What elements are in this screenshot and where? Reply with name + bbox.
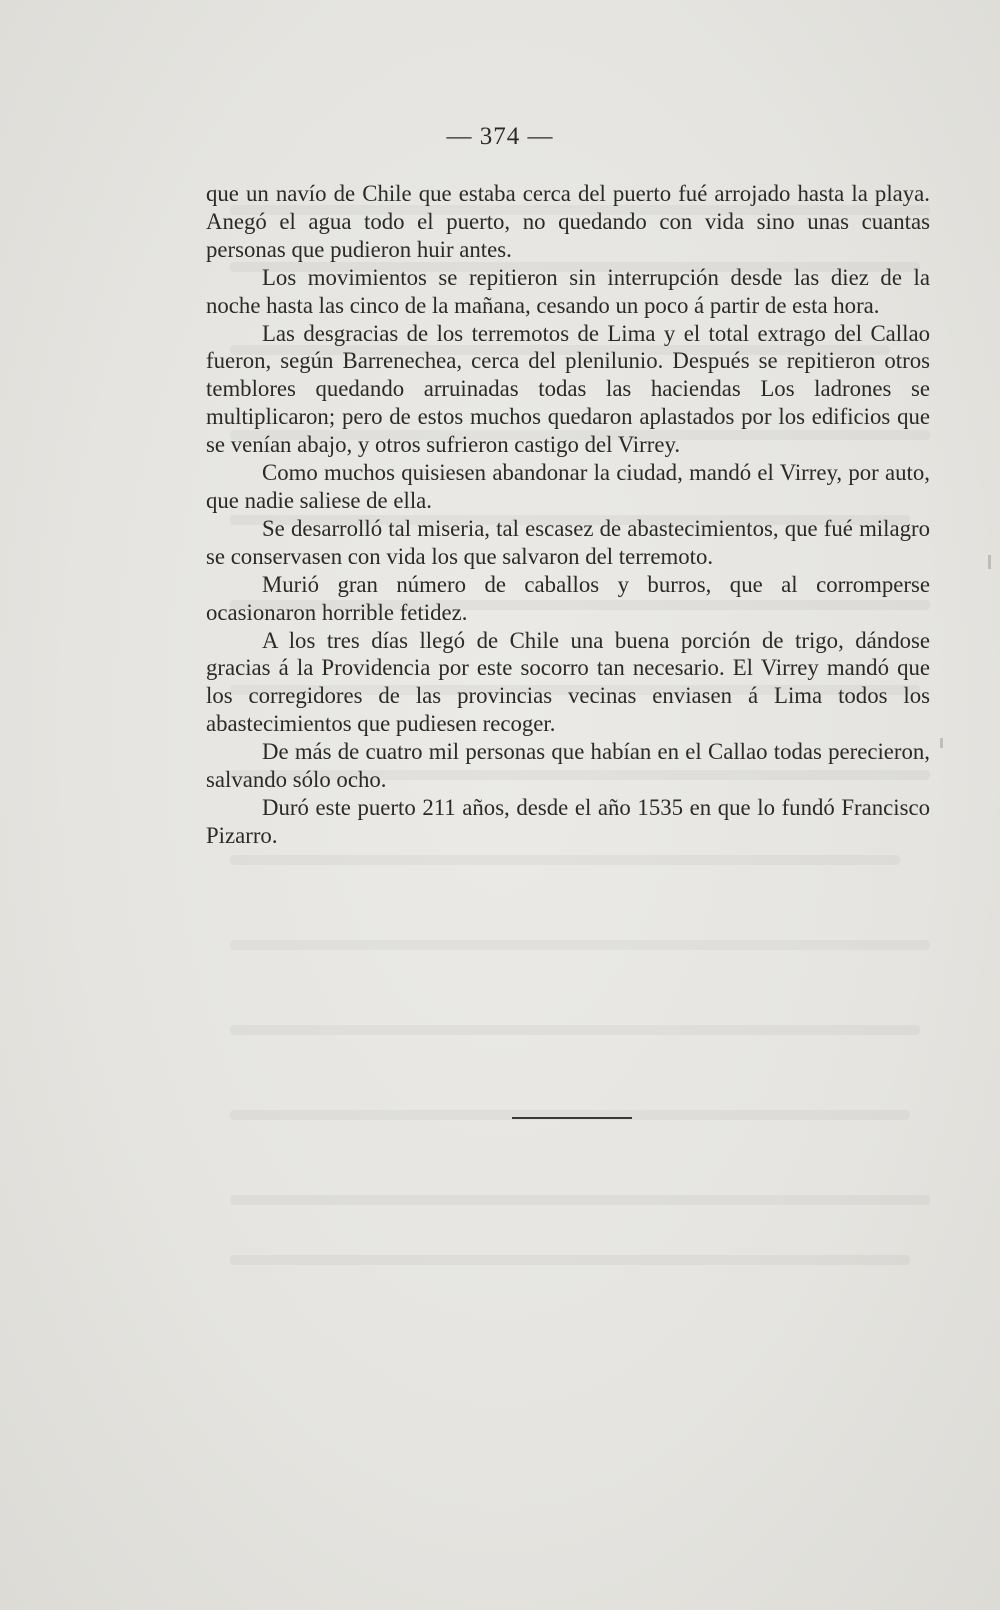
paragraph: A los tres días llegó de Chile una buena porción de trigo, dándose gracias á la Providencia por este socorro tan necesario. El Virrey mandó que los corregidores de las provincias vecinas enviasen á Lima todos los abastecimientos que pudiesen recoger.: [206, 627, 930, 737]
margin-mark: [988, 555, 991, 569]
paragraph: Duró este puerto 211 años, desde el año 1535 en que lo fundó Francisco Pizarro.: [206, 794, 930, 848]
paragraph: Las desgracias de los terremotos de Lima y el total extrago del Callao fueron, según Barrenechea, cerca del plenilunio. Después se repitieron otros temblores quedando arruinadas todas las haciendas Los ladrones se multiplicaron; pero de estos muchos quedaron aplastados por los edificios que se venían abajo, y otros sufrieron castigo del Virrey.: [206, 320, 930, 458]
page-number: — 374 —: [446, 123, 554, 150]
paragraph: De más de cuatro mil personas que habían en el Callao todas perecieron, salvando sólo ocho.: [206, 739, 930, 793]
paragraph: Los movimientos se repitieron sin interrupción desde las diez de la noche hasta las cinco de la mañana, cesando un poco á partir de esta hora.: [206, 264, 930, 318]
margin-mark: [940, 738, 943, 748]
section-end-rule: [512, 1117, 632, 1119]
paragraph: Murió gran número de caballos y burros, que al corromperse ocasionaron horrible fetidez.: [206, 571, 930, 625]
paragraph: Como muchos quisiesen abandonar la ciudad, mandó el Virrey, por auto, que nadie saliese de ella.: [206, 460, 930, 513]
body-text: [206, 180, 930, 850]
paragraph: Se desarrolló tal miseria, tal escasez de abastecimientos, que fué milagro se conservasen con vida los que salvaron del terremoto.: [206, 515, 930, 569]
paragraph: que un navío de Chile que estaba cerca del puerto fué arrojado hasta la playa. Anegó el agua todo el puerto, no quedando con vida sino unas cuantas personas que pudieron huir antes.: [206, 181, 930, 262]
